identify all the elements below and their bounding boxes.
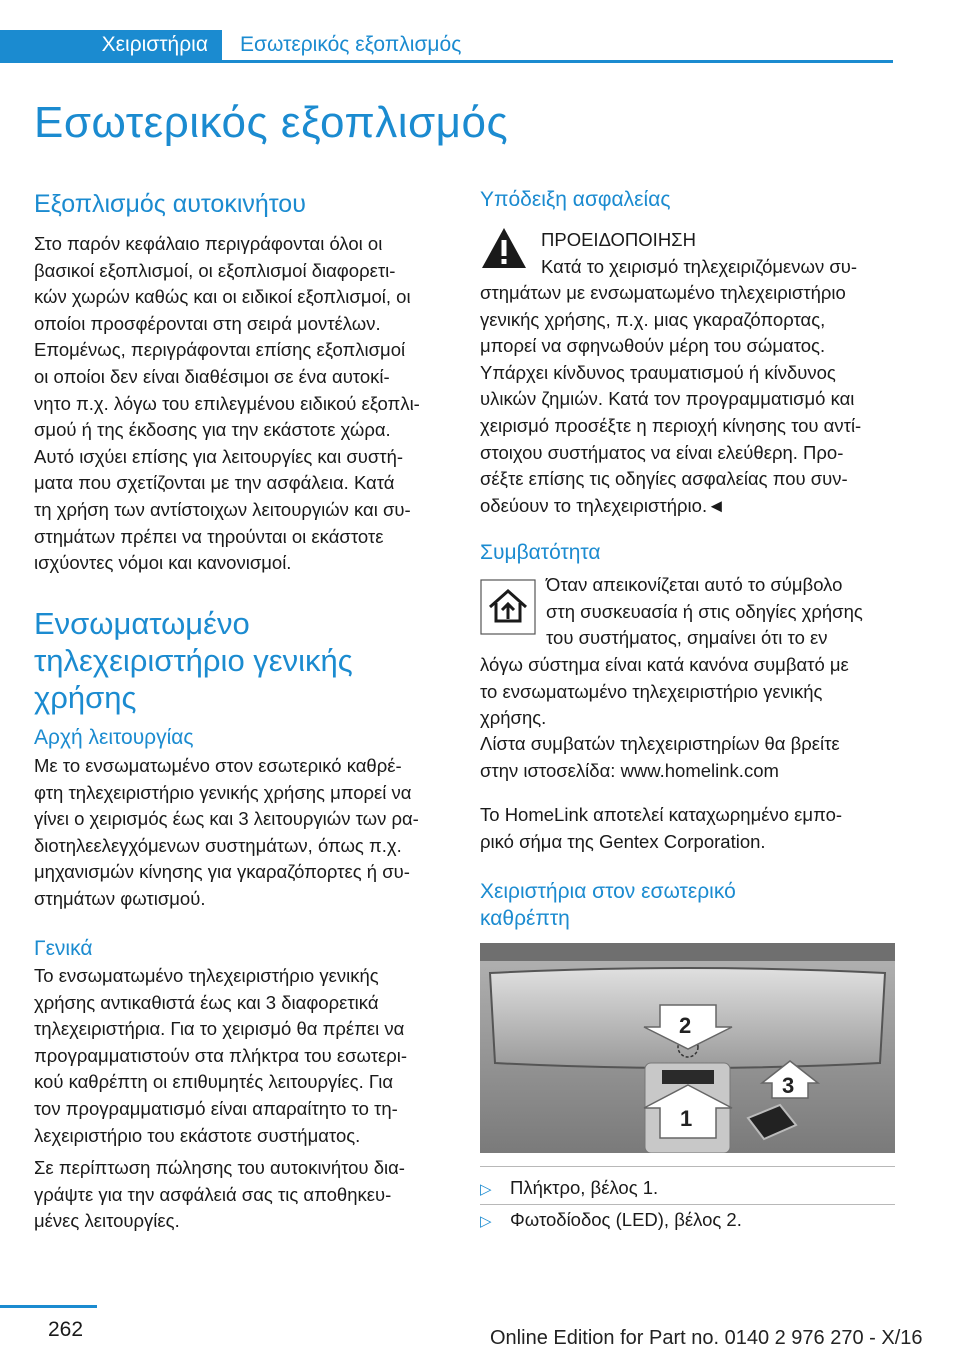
text-line: Στο παρόν κεφάλαιο περιγράφονται όλοι οι: [34, 233, 383, 254]
text-line: οδεύουν το τηλεχειριστήριο.◄: [480, 494, 726, 516]
tab-controls[interactable]: Χειριστήρια: [0, 30, 222, 60]
page-number-rule: [0, 1305, 97, 1308]
text-line: στην ιστοσελίδα: www.homelink.com: [480, 759, 779, 781]
text-line: τη χρήση των αντίστοιχων λειτουργιών και συ‐: [34, 498, 411, 520]
text-line: γράψτε για την ασφάλειά σας τις αποθηκευ‐: [34, 1183, 392, 1205]
text-line: λόγω σύστημα είναι κατά κανόνα συμβατό με: [480, 654, 849, 675]
title-line: χρήσης: [34, 680, 137, 715]
mirror-illustration: [480, 943, 895, 1153]
sale-text: [34, 1155, 454, 1235]
subtitle-general: Γενικά: [34, 937, 93, 960]
text-line: τον προγραμματισμό είναι απαραίτητο το τη‐: [34, 1097, 398, 1119]
principle-text: [34, 753, 454, 913]
warning-head: [541, 227, 901, 280]
compat-text: [480, 652, 905, 732]
text-line: γενικής χρήσης, π.χ. μιας γκαραζόπορτας,: [480, 308, 826, 330]
text-line: διοτηλεελεγχόμενων συστημάτων, όπως π.χ.: [34, 834, 402, 856]
vehicle-equipment-text: [34, 231, 454, 577]
warning-triangle-icon: [480, 226, 528, 270]
text-line: Σε περίπτωση πώλησης του αυτοκινήτου δια‐: [34, 1157, 405, 1178]
edition-footer: Online Edition for Part no. 0140 2 976 270 - X/16: [490, 1327, 923, 1349]
text-line: μηχανισμών κίνησης για γκαραζόπορτες ή συ‐: [34, 861, 410, 883]
compat-text-indented: [546, 572, 906, 652]
text-line: το ενσωματωμένο τηλεχειριστήριο γενικής: [480, 680, 823, 702]
text-line: στοιχου συστήματος να είναι ελεύθερη. Προ‐: [480, 441, 844, 463]
list-item: [480, 1207, 742, 1235]
text-line: μπορεί να σφηνωθούν μέρη του σώματος.: [480, 335, 826, 357]
text-line: υλικών ζημιών. Κατά τον προγραμματισμό και: [480, 388, 855, 410]
text-line: χρήσης αντικαθιστά έως και 3 διαφορετικά: [34, 991, 379, 1013]
section-title-vehicle-equipment: Εξοπλισμός αυτοκινήτου: [34, 190, 306, 218]
title-line: τηλεχειριστήριο γενικής: [34, 643, 353, 678]
text-line: ισχύοντες νόμοι και κανονισμοί.: [34, 552, 292, 574]
figure-label: 2: [679, 1013, 692, 1038]
list-item-text: Πλήκτρο, βέλος 1.: [510, 1177, 659, 1198]
text-line: σμού ή της έκδοσης για την εκάστοτε χώρα.: [34, 419, 391, 441]
text-line: φτη τηλεχειριστήριο γενικής χρήσης μπορεί να: [34, 781, 412, 803]
text-line: Κατά το χειρισμό τηλεχειριζόμενων συ‐: [541, 255, 858, 277]
text-line: στη συσκευασία ή στις οδηγίες χρήσης: [546, 600, 863, 622]
triangle-bullet-icon: ▷: [480, 1181, 492, 1198]
triangle-bullet-icon: ▷: [480, 1213, 492, 1230]
homelink-compatible-icon: [480, 579, 536, 635]
text-line: κών χωρών καθώς και οι ειδικοί εξοπλισμοί, οι: [34, 286, 411, 308]
subtitle-principle: Αρχή λειτουργίας: [34, 726, 194, 749]
list-item: [480, 1175, 658, 1203]
subtitle-compatibility: Συμβατότητα: [480, 541, 601, 564]
header-rule: [0, 60, 893, 63]
figure-label: 1: [680, 1106, 693, 1131]
title-line: Ενσωματωμένο: [34, 606, 250, 641]
text-line: Λίστα συμβατών τηλεχειριστηρίων θα βρείτε: [480, 733, 840, 754]
warning-label: ΠΡΟΕΙΔΟΠΟΙΗΣΗ: [541, 229, 696, 250]
section-title-homelink: [34, 605, 353, 716]
text-line: χρήσης.: [480, 707, 547, 729]
text-line: κού καθρέπτη οι επιθυμητές λειτουργίες. Για: [34, 1071, 394, 1093]
text-line: βασικοί εξοπλισμοί, οι εξοπλισμοί διαφορετι‐: [34, 259, 396, 281]
general-text: [34, 963, 454, 1149]
text-line: Επομένως, περιγράφονται επίσης εξοπλισμοί: [34, 339, 406, 361]
list-separator: [480, 1166, 895, 1167]
text-line: προγραμματιστούν στα πλήκτρα του εσωτερι‐: [34, 1044, 408, 1066]
list-item-text: Φωτοδίοδος (LED), βέλος 2.: [510, 1209, 742, 1230]
text-line: οι οποίοι δεν είναι διαθέσιμοι σε ένα αυτοκί‐: [34, 365, 390, 387]
text-line: στημάτων πρέπει να τηρούνται οι εκάστοτε: [34, 525, 384, 547]
subtitle-safety: Υπόδειξη ασφαλείας: [480, 188, 671, 211]
text-line: χειρισμό προσέξτε η περιοχή κίνησης του αντί‐: [480, 414, 862, 436]
text-line: μένες λειτουργίες.: [34, 1210, 180, 1232]
subtitle-mirror-controls: [480, 878, 736, 932]
text-line: Με το ενσωματωμένο στον εσωτερικό καθρέ‐: [34, 755, 402, 776]
title-line: καθρέπτη: [480, 907, 570, 930]
text-line: ματα που σχετίζονται με την ασφάλεια. Κατά: [34, 472, 395, 494]
text-line: του συστήματος, σημαίνει ότι το εν: [546, 627, 828, 649]
text-line: στημάτων με ενσωματωμένο τηλεχειριστήριο: [480, 282, 846, 303]
text-line: Αυτό ισχύει επίσης για λειτουργίες και συστή‐: [34, 445, 404, 467]
text-line: ρικό σήμα της Gentex Corporation.: [480, 830, 766, 852]
text-line: στημάτων φωτισμού.: [34, 887, 206, 909]
text-line: νητο π.χ. λόγω του επιλεγμένου ειδικού εξοπλι‐: [34, 392, 420, 414]
homelink-trademark-text: [480, 802, 905, 855]
figure-label: 3: [782, 1073, 795, 1098]
list-separator: [480, 1204, 895, 1205]
tab-interior-equipment[interactable]: Εσωτερικός εξοπλισμός: [240, 33, 462, 56]
page-title: Εσωτερικός εξοπλισμός: [34, 98, 509, 147]
warning-text: [480, 280, 905, 519]
text-line: τηλεχειριστήρια. Για το χειρισμό θα πρέπει να: [34, 1018, 405, 1040]
text-line: λεχειριστήριο του εκάστοτε συστήματος.: [34, 1124, 361, 1146]
text-line: γίνει ο χειρισμός έως και 3 λειτουργιών των ρα‐: [34, 808, 419, 830]
mirror-figure: [480, 943, 895, 1153]
text-line: σέξτε επίσης τις οδηγίες ασφαλείας που συν‐: [480, 468, 848, 490]
text-line: Υπάρχει κίνδυνος τραυματισμού ή κίνδυνος: [480, 361, 836, 383]
text-line: Το ενσωματωμένο τηλεχειριστήριο γενικής: [34, 965, 379, 986]
header-bar: [0, 30, 893, 62]
text-line: Το HomeLink αποτελεί καταχωρημένο εμπο‐: [480, 804, 843, 825]
text-line: οποίοι προσφέρονται στη σειρά μοντέλων.: [34, 312, 381, 334]
title-line: Χειριστήρια στον εσωτερικό: [480, 880, 736, 903]
compat-list-text: [480, 731, 905, 784]
page-number: 262: [48, 1318, 84, 1341]
text-line: Όταν απεικονίζεται αυτό το σύμβολο: [546, 574, 843, 595]
